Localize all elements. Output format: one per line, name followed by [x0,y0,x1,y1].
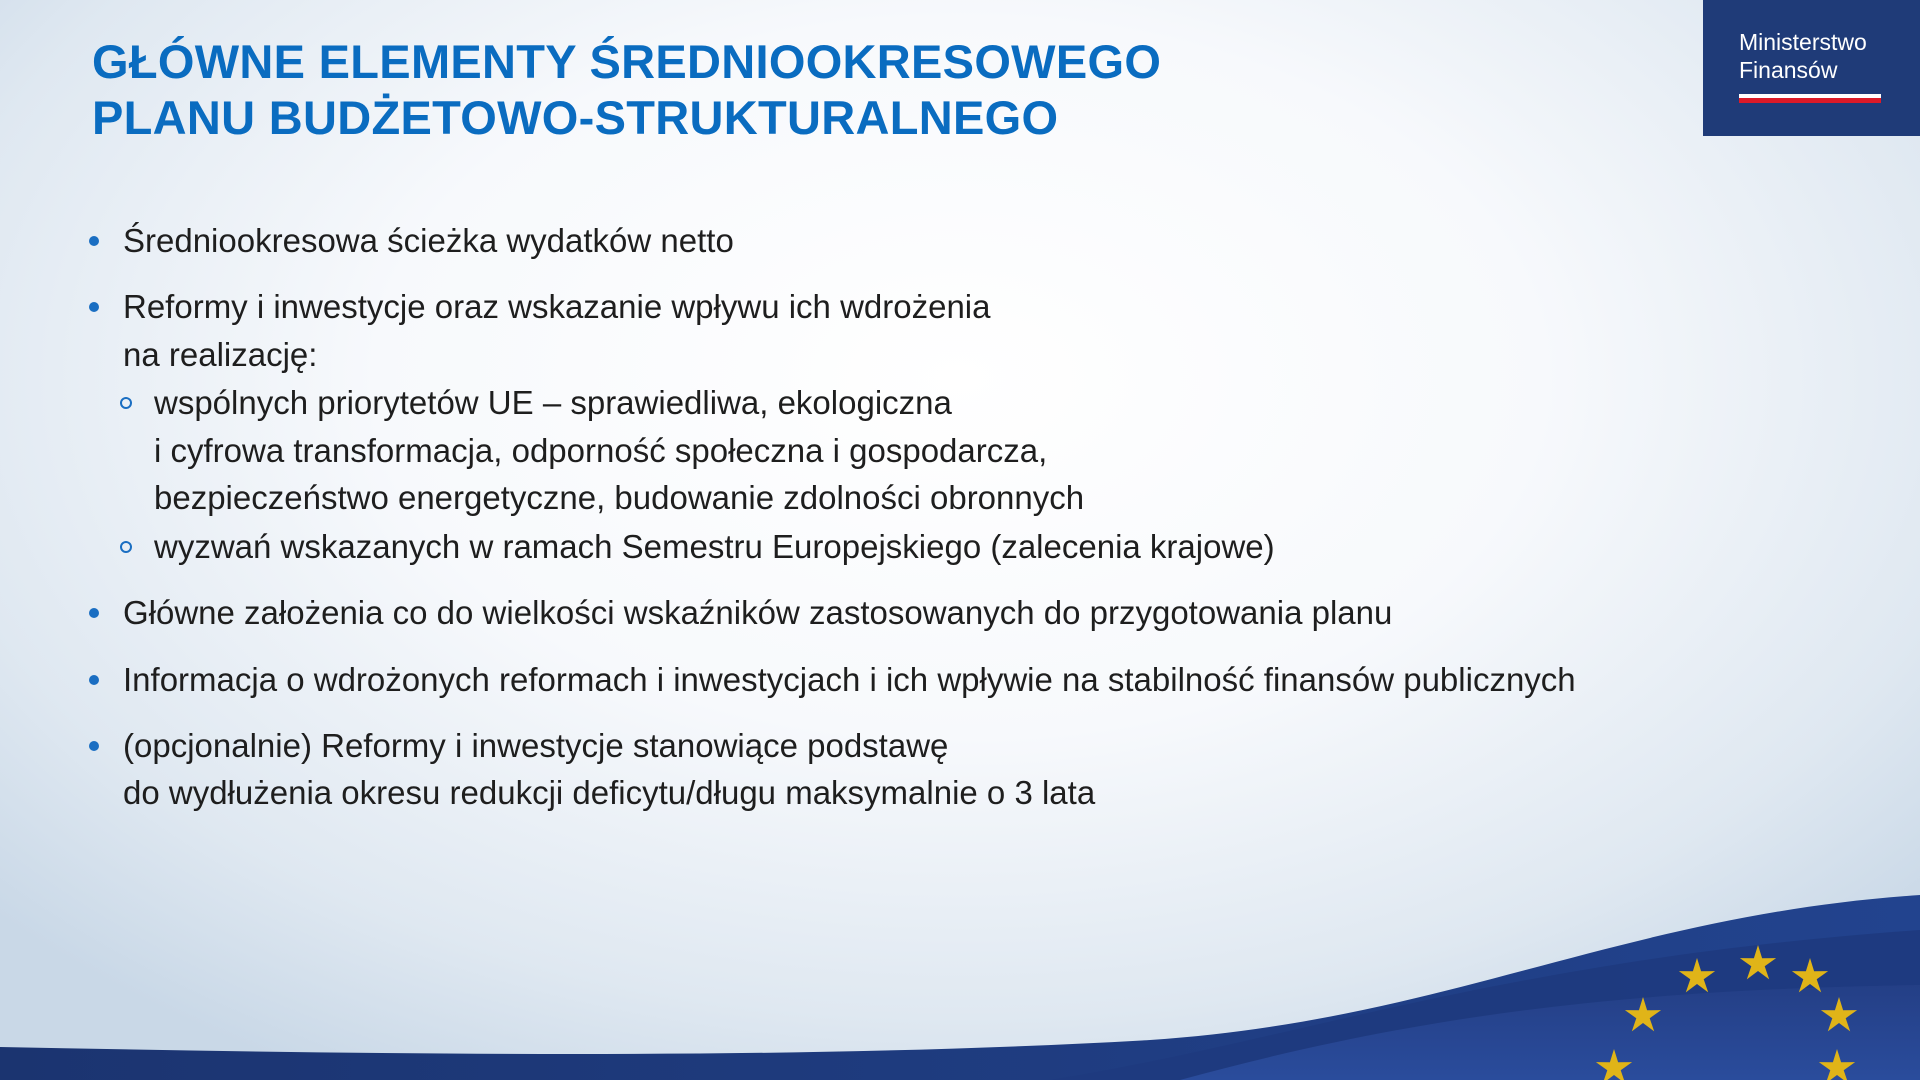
sub-bullet-text: bezpieczeństwo energetyczne, budowanie zdolności obronnych [154,479,1085,516]
bullet-text: Informacja o wdrożonych reformach i inwestycjach i ich wpływie na stabilność finansów publicznych [123,661,1576,698]
bullet-text: Reformy i inwestycje oraz wskazanie wpływu ich wdrożenia [123,288,991,325]
sub-bullet-text: wspólnych priorytetów UE – sprawiedliwa, ekologiczna [154,384,952,421]
bullet-text: (opcjonalnie) Reformy i inwestycje stanowiące podstawę [123,727,949,764]
sub-bullet-text: wyzwań wskazanych w ramach Semestru Europejskiego (zalecenia krajowe) [154,528,1275,565]
logo-line-2: Finansów [1739,57,1838,83]
bullet-text: na realizację: [123,336,318,373]
bullet-text: Główne założenia co do wielkości wskaźników zastosowanych do przygotowania planu [123,594,1393,631]
bullet-text: Średniookresowa ścieżka wydatków netto [123,222,734,259]
title-line-1: GŁÓWNE ELEMENTY ŚREDNIOOKRESOWEGO [92,35,1162,88]
bullet-text: do wydłużenia okresu redukcji deficytu/długu maksymalnie o 3 lata [123,774,1096,811]
logo-line-1: Ministerstwo [1739,29,1867,55]
title-line-2: PLANU BUDŻETOWO-STRUKTURALNEGO [92,91,1059,144]
sub-bullet-text: i cyfrowa transformacja, odporność społeczna i gospodarcza, [154,432,1048,469]
